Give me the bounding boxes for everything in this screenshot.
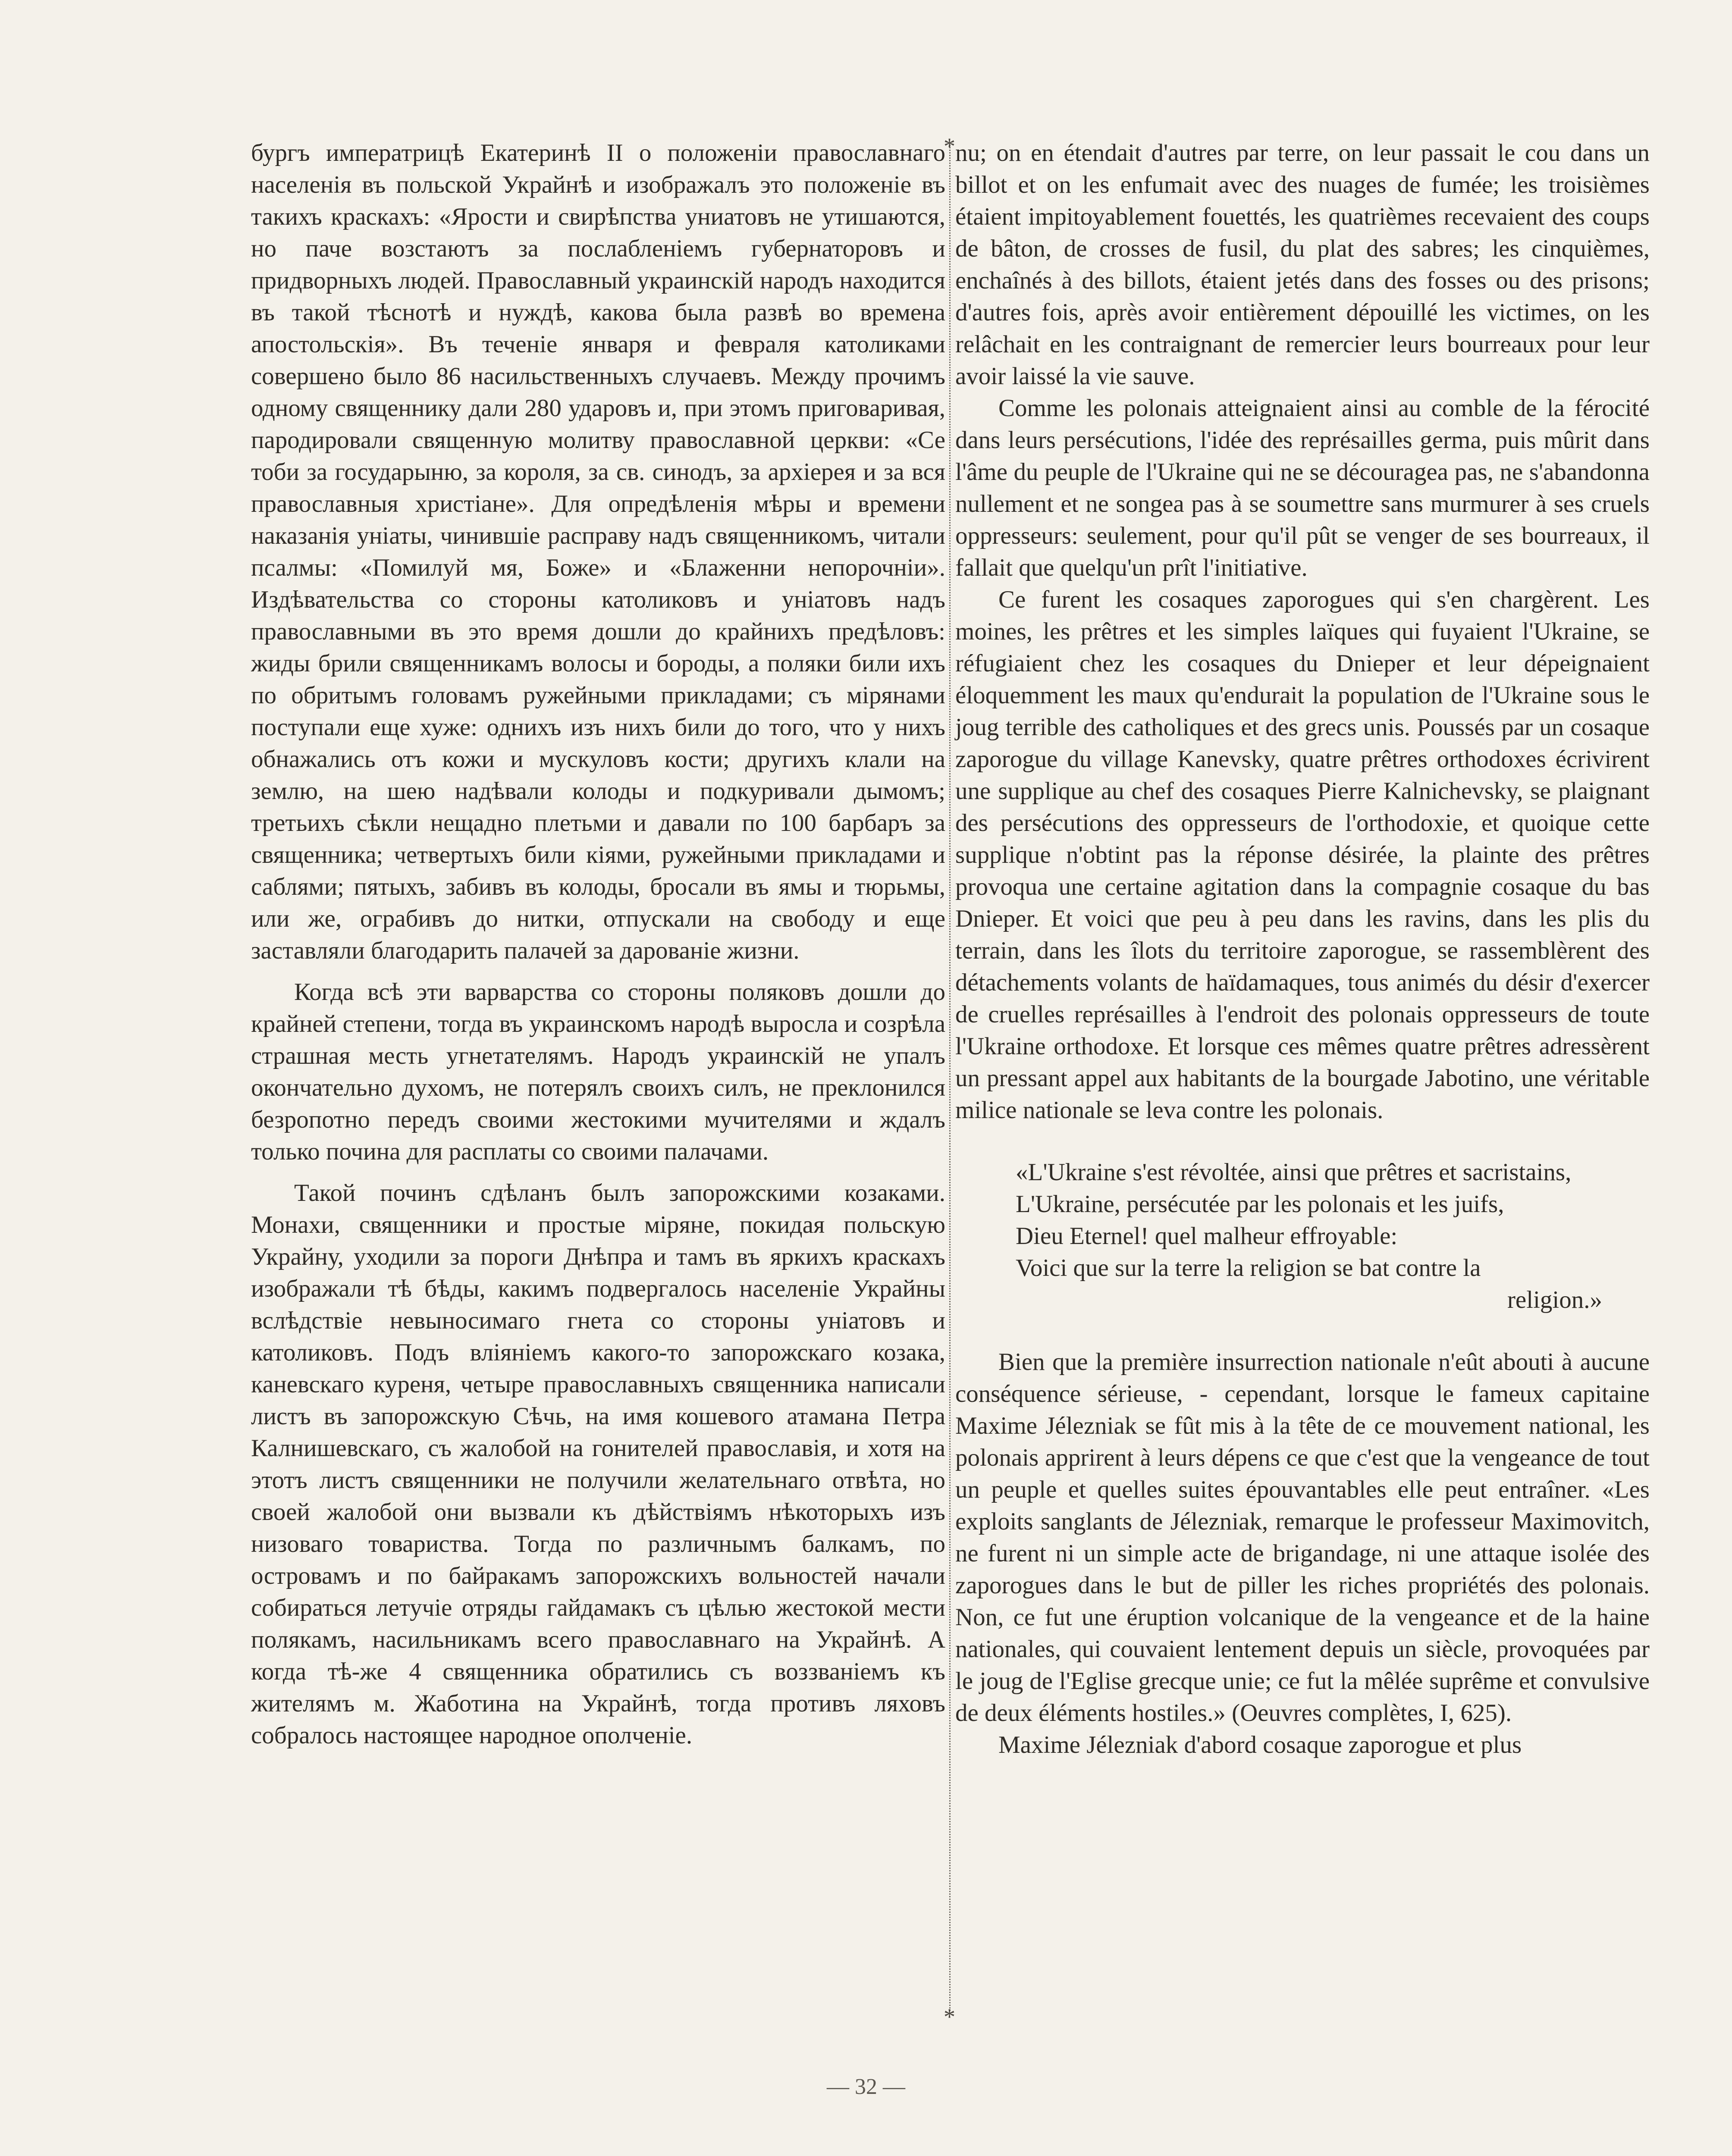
paragraph: Ce furent les cosaques zaporogues qui s'en chargèrent. Les moines, les prêtres et les simples laïques qui fuyaient l'Ukraine, se réfugiaient chez les cosaques du Dnieper et leur dépeignaient éloquemment les maux qu'endurait la population de l'Ukraine sous le joug terrible des catholiques et des grecs unis. Poussés par un cosaque zaporogue du village Kanevsky, quatre prêtres orthodoxes écrivirent une supplique au chef des cosaques Pierre Kalnichevsky, se plaignant des persécutions des oppresseurs de l'orthodoxie, et quoique cette supplique n'obtint pas la réponse désirée, la plainte des prêtres provoqua une certaine agitation dans la compagnie cosaque du bas Dnieper. Et voici que peu à peu dans les ravins, dans les plis du terrain, dans les îlots du territoire zaporogue, se rassemblèrent des détachements volants de haïdamaques, tous animés du désir d'exercer de cruelles représailles à l'endroit des polonais oppresseurs de toute l'Ukraine orthodoxe. Et lorsque ces mêmes quatre prêtres adressèrent un pressant appel aux habitants de la bourgade Jabotino, une véritable milice nationale se leva contre les polonais. xyxy=(955,586,1650,1124)
right-column-french xyxy=(955,137,1650,1761)
poem-line: religion.» xyxy=(1507,1286,1602,1313)
left-column-russian xyxy=(251,137,945,1752)
paragraph: Maxime Jélezniak d'abord cosaque zaporogue et plus xyxy=(998,1731,1522,1758)
paragraph: nu; on en étendait d'autres par terre, on leur passait le cou dans un billot et on les enfumait avec des nuages de fumée; les troisièmes étaient impitoyablement fouettés, les quatrièmes recevaient des coups de bâton, de crosses de fusil, du plat des sabres; les cinquièmes, enchaînés à des billots, étaient jetés dans des fosses ou des prisons; d'autres fois, après avoir entièrement dépouillé les victimes, on les relâchait en les contraignant de remercier leurs bourreaux pour leur avoir laissé la vie sauve. xyxy=(955,139,1650,390)
paragraph: Такой починъ сдѣланъ былъ запорожскими козаками. Монахи, священники и простые міряне, покидая польскую Украйну, уходили за пороги Днѣпра и тамъ въ яркихъ краскахъ изображали тѣ бѣды, какимъ подвергалось населеніе Украйны вслѣдствіе невыносимаго гнета со стороны уніатовъ и католиковъ. Подъ вліяніемъ какого-то запорожскаго козака, каневскаго куреня, четыре православныхъ священника написали листъ въ запорожскую Сѣчь, на имя кошевого атамана Петра Калнишевскаго, съ жалобой на гонителей православія, и хотя на этотъ листъ священники не получили желательнаго отвѣта, но своей жалобой они вызвали къ дѣйствіямъ нѣкоторыхъ изъ низоваго товариства. Тогда по различнымъ балкамъ, по островамъ и по байракамъ запорожскихъ вольностей начали собираться летучіе отряды гайдамакъ съ цѣлью жестокой мести полякамъ, насильникамъ всего православнаго на Украйнѣ. А когда тѣ-же 4 священника обратились съ воззваніемъ къ жителямъ м. Жаботина на Украйнѣ, тогда противъ ляховъ собралось настоящее народное ополченіе. xyxy=(251,1179,945,1749)
asterisk-ornament-top: * xyxy=(944,133,955,159)
poem-line: Dieu Eternel! quel malheur effroyable: xyxy=(1016,1222,1398,1250)
page-number: — 32 — xyxy=(827,2075,905,2099)
asterisk-ornament-bottom: * xyxy=(944,2004,955,2030)
paragraph: Comme les polonais atteignaient ainsi au comble de la férocité dans leurs persécutions, l'idée des représailles germa, puis mûrit dans l'âme du peuple de l'Ukraine qui ne se découragea pas, ne s'abandonna nullement et ne songea pas à se soumettre sans murmurer à ses cruels oppresseurs: seulement, pour qu'il pût se venger de ses bourreaux, il fallait que quelqu'un prît l'initiative. xyxy=(955,395,1650,581)
poem-line: Voici que sur la terre la religion se bat contre la xyxy=(1016,1254,1481,1282)
paragraph: Bien que la première insurrection nationale n'eût abouti à aucune conséquence sérieuse, - cependant, lorsque le fameux capitaine Maxime Jélezniak se fût mis à la tête de ce mouvement national, les polonais apprirent à leurs dépens ce que c'est que la vengeance de tout un peuple et quelles suites épouvantables elle peut entraîner. «Les exploits sanglants de Jélezniak, remarque le professeur Maximovitch, ne furent ni un simple acte de brigandage, ni une attaque isolée des zaporogues dans le but de piller les riches propriétés des polonais. Non, ce fut une éruption volcanique de la vengeance et de la haine nationales, qui couvaient lentement depuis un siècle, provoquées par le joug de l'Eglise grecque unie; ce fut la mêlée suprême et convulsive de deux éléments hostiles.» (Oeuvres complètes, I, 625). xyxy=(955,1348,1650,1727)
poem-quotation xyxy=(1016,1156,1650,1316)
paragraph: Когда всѣ эти варварства со стороны поляковъ дошли до крайней степени, тогда въ украинскомъ народѣ выросла и созрѣла страшная месть угнетателямъ. Народъ украинскій не упалъ окончательно духомъ, не потерялъ своихъ силъ, не преклонился безропотно передъ своими жестокими мучителями и ждалъ только почина для расплаты со своими палачами. xyxy=(251,978,945,1165)
column-divider xyxy=(949,142,951,2014)
paragraph: бургъ императрицѣ Екатеринѣ II о положеніи православнаго населенія въ польской Украйнѣ и изображалъ это положеніе въ такихъ краскахъ: «Ярости и свирѣпства униатовъ не утишаются, но паче возстаютъ за послабленіемъ губернаторовъ и придворныхъ людей. Православный украинскій народъ находится въ такой тѣснотѣ и нуждѣ, какова была развѣ во времена апостольскія». Въ теченіе января и февраля католиками совершено было 86 насильственныхъ случаевъ. Между прочимъ одному священнику дали 280 ударовъ и, при этомъ приговаривая, пародировали священную молитву православной церкви: «Се тоби за государыню, за короля, за св. синодъ, за архіерея и за вся православныя христіане». Для опредѣленія мѣры и времени наказанія уніаты, чинившіе расправу надъ священникомъ, читали псалмы: «Помилуй мя, Боже» и «Блаженни непорочніи». Издѣвательства со стороны католиковъ и уніатовъ надъ православными въ это время дошли до крайнихъ предѣловъ: жиды брили священникамъ волосы и бороды, а поляки били ихъ по обритымъ головамъ ружейными прикладами; съ мірянами поступали еще хуже: однихъ изъ нихъ били до того, что у нихъ обнажались отъ кожи и мускуловъ кости; другихъ клали на землю, на шею надѣвали колоды и подкуривали дымомъ; третьихъ сѣкли нещадно плетьми и давали по 100 барбаръ за священника; четвертыхъ били кіями, ружейными прикладами и саблями; пятыхъ, забивъ въ колоды, бросали въ ямы и тюрьмы, или же, ограбивъ до нитки, отпускали на свободу и еще заставляли благодарить палачей за дарованіе жизни. xyxy=(251,139,945,964)
poem-line: L'Ukraine, persécutée par les polonais et les juifs, xyxy=(1016,1191,1504,1218)
poem-line: «L'Ukraine s'est révoltée, ainsi que prêtres et sacristains, xyxy=(1016,1159,1572,1186)
